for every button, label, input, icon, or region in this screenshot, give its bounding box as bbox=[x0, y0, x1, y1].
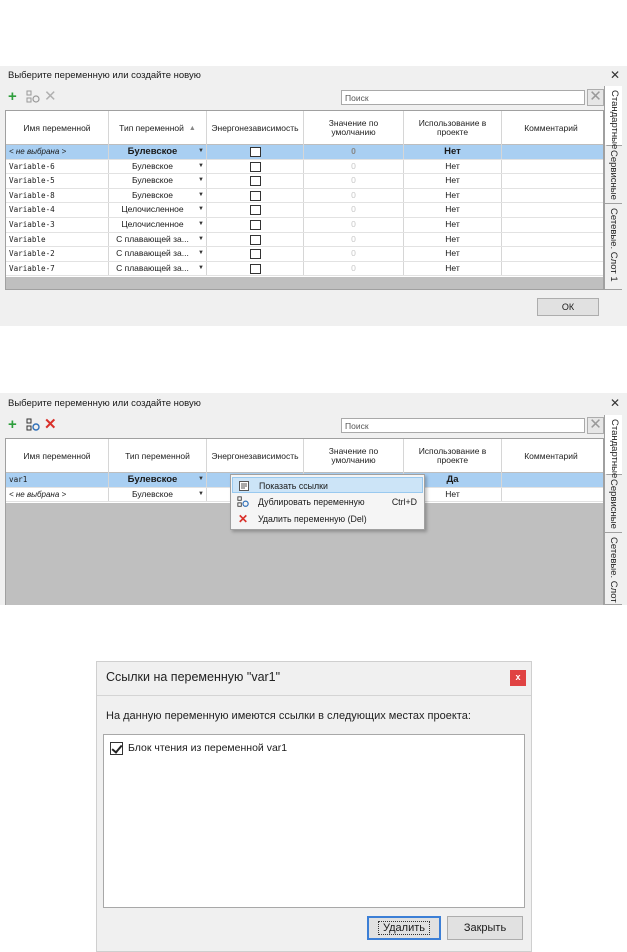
tab-network-slot-1[interactable]: Сетевые. Слот 1 bbox=[605, 204, 622, 290]
chevron-down-icon[interactable]: ▼ bbox=[198, 206, 204, 213]
energy-checkbox[interactable] bbox=[250, 264, 261, 274]
close-icon[interactable]: ✕ bbox=[610, 68, 621, 82]
close-icon[interactable]: x bbox=[510, 670, 526, 686]
variable-type-value: Булевское bbox=[127, 474, 178, 485]
chevron-down-icon[interactable]: ▼ bbox=[198, 191, 204, 198]
table-row[interactable] bbox=[6, 262, 603, 277]
variable-type-value: Булевское bbox=[131, 160, 174, 171]
cell-default-value[interactable]: 0 bbox=[304, 262, 404, 276]
menu-item-show-references[interactable] bbox=[232, 477, 423, 493]
cell-comment[interactable] bbox=[502, 473, 600, 487]
energy-checkbox[interactable] bbox=[250, 235, 261, 245]
variables-table bbox=[5, 110, 604, 290]
cell-variable-name[interactable]: Variable-5 bbox=[6, 174, 109, 188]
tab-standard-2[interactable]: Стандартные bbox=[605, 415, 622, 475]
column-header-name-2[interactable]: Имя переменной bbox=[6, 439, 109, 473]
variable-picker-dialog bbox=[0, 66, 627, 326]
cell-usage: Нет bbox=[404, 174, 502, 188]
variable-category-tabs bbox=[604, 86, 622, 290]
table-row[interactable] bbox=[6, 174, 603, 189]
cell-variable-type[interactable] bbox=[109, 233, 207, 247]
table-row[interactable] bbox=[6, 160, 603, 175]
delete-icon[interactable]: ✕ bbox=[44, 88, 57, 105]
column-header-energy[interactable]: Энергонезависимость bbox=[207, 111, 304, 145]
cell-variable-type[interactable] bbox=[109, 203, 207, 217]
variable-type-value: Булевское bbox=[127, 146, 178, 157]
duplicate-variable-icon-2[interactable] bbox=[26, 418, 40, 435]
delete-icon: ✕ bbox=[237, 512, 249, 526]
cell-variable-name[interactable]: < не выбрана > bbox=[6, 488, 109, 502]
cell-variable-type[interactable] bbox=[109, 247, 207, 261]
cell-comment[interactable] bbox=[502, 218, 600, 232]
dialog-title-2: Выберите переменную или создайте новую bbox=[8, 398, 201, 409]
cell-energy bbox=[207, 218, 304, 232]
variable-type-value: Целочисленное bbox=[121, 219, 184, 229]
chevron-down-icon[interactable]: ▼ bbox=[198, 264, 204, 271]
table-row[interactable] bbox=[6, 218, 603, 233]
chevron-down-icon[interactable]: ▼ bbox=[198, 177, 204, 184]
energy-checkbox[interactable] bbox=[250, 205, 261, 215]
cell-energy bbox=[207, 189, 304, 203]
cell-default-value[interactable]: 0 bbox=[304, 160, 404, 174]
cell-default-value[interactable]: 0 bbox=[304, 189, 404, 203]
column-header-usage[interactable]: Использование в проекте bbox=[404, 111, 502, 145]
menu-item-label: Удалить переменную (Del) bbox=[258, 514, 367, 524]
column-header-energy-2[interactable]: Энергонезависимость bbox=[207, 439, 304, 473]
checkbox[interactable] bbox=[110, 742, 123, 755]
cell-comment[interactable] bbox=[502, 203, 600, 217]
cell-variable-type[interactable] bbox=[109, 488, 207, 502]
cell-variable-name[interactable]: Variable-7 bbox=[6, 262, 109, 276]
tab-service[interactable]: Сервисные bbox=[605, 146, 622, 204]
dialog-title: Ссылки на переменную "var1" bbox=[106, 670, 281, 684]
cell-energy bbox=[207, 145, 304, 159]
cell-comment[interactable] bbox=[502, 160, 600, 174]
cell-comment[interactable] bbox=[502, 247, 600, 261]
cell-variable-type[interactable] bbox=[109, 145, 207, 159]
search-input-2[interactable]: Поиск bbox=[341, 418, 585, 433]
variable-type-value: С плавающей за... bbox=[116, 248, 189, 259]
energy-checkbox[interactable] bbox=[250, 176, 261, 186]
energy-checkbox[interactable] bbox=[250, 249, 261, 259]
chevron-down-icon[interactable]: ▼ bbox=[198, 162, 204, 169]
chevron-down-icon[interactable]: ▼ bbox=[198, 250, 204, 257]
search-input[interactable]: Поиск bbox=[341, 90, 585, 105]
list-item-label: Блок чтения из переменной var1 bbox=[128, 742, 288, 754]
cell-variable-type[interactable] bbox=[109, 473, 207, 487]
context-menu bbox=[230, 474, 425, 530]
cell-variable-type[interactable] bbox=[109, 174, 207, 188]
variable-category-tabs-2 bbox=[604, 415, 622, 605]
clear-search-icon[interactable]: ✕ bbox=[587, 89, 604, 106]
references-list bbox=[103, 734, 525, 908]
cell-usage: Нет bbox=[404, 247, 502, 261]
list-item[interactable] bbox=[110, 741, 287, 755]
plus-icon-2[interactable]: + bbox=[8, 416, 17, 433]
variable-type-value: Целочисленное bbox=[121, 204, 184, 215]
cell-comment[interactable] bbox=[502, 145, 600, 159]
table-row[interactable] bbox=[6, 189, 603, 204]
variable-type-value: Булевское bbox=[131, 488, 174, 499]
cell-variable-name[interactable]: Variable-2 bbox=[6, 247, 109, 261]
tab-service-2[interactable]: Сервисные bbox=[605, 475, 622, 533]
references-dialog bbox=[96, 661, 532, 952]
cell-default-value[interactable]: 0 bbox=[304, 174, 404, 188]
menu-item-label: Дублировать переменную bbox=[258, 497, 365, 507]
cell-comment[interactable] bbox=[502, 233, 600, 247]
column-header-type-label: Тип переменной bbox=[119, 122, 184, 133]
tab-network-slot-2[interactable]: Сетевые. Слот bbox=[605, 533, 622, 605]
cell-energy bbox=[207, 160, 304, 174]
cell-default-value[interactable]: 0 bbox=[304, 247, 404, 261]
table-row[interactable] bbox=[6, 233, 603, 248]
cell-energy bbox=[207, 262, 304, 276]
cell-usage: Нет bbox=[404, 203, 502, 217]
menu-item-delete[interactable] bbox=[232, 511, 423, 527]
column-header-default[interactable]: Значение по умолчанию bbox=[304, 111, 404, 145]
delete-icon-2[interactable]: ✕ bbox=[44, 416, 57, 433]
cell-energy bbox=[207, 174, 304, 188]
column-header-type-2[interactable]: Тип переменной bbox=[109, 439, 207, 473]
ok-button[interactable]: ОК bbox=[537, 298, 599, 316]
cell-variable-name[interactable]: Variable-6 bbox=[6, 160, 109, 174]
menu-item-label: Показать ссылки bbox=[259, 481, 328, 491]
energy-checkbox[interactable] bbox=[250, 147, 261, 157]
cell-usage: Нет bbox=[404, 233, 502, 247]
cell-variable-type[interactable] bbox=[109, 160, 207, 174]
cell-usage: Нет bbox=[404, 189, 502, 203]
table-row[interactable] bbox=[6, 145, 603, 160]
cell-variable-name[interactable]: var1 bbox=[6, 473, 109, 487]
column-header-comment-2[interactable]: Комментарий bbox=[524, 450, 578, 461]
table-header-2 bbox=[6, 439, 603, 473]
grid-empty-area bbox=[6, 277, 603, 290]
cell-usage: Нет bbox=[404, 160, 502, 174]
cell-variable-type[interactable] bbox=[109, 189, 207, 203]
cell-usage: Нет bbox=[404, 145, 502, 159]
variable-type-value: С плавающей за... bbox=[116, 262, 189, 273]
cell-default-value[interactable]: 0 bbox=[304, 145, 404, 159]
chevron-down-icon[interactable]: ▼ bbox=[198, 490, 204, 497]
cell-comment[interactable] bbox=[502, 189, 600, 203]
divider bbox=[97, 695, 531, 696]
cell-usage: Нет bbox=[404, 218, 502, 232]
variable-picker-dialog-2 bbox=[0, 393, 627, 605]
chevron-down-icon[interactable]: ▼ bbox=[198, 476, 204, 482]
cell-energy bbox=[207, 247, 304, 261]
cell-variable-name[interactable]: Variable-3 bbox=[6, 218, 109, 232]
cell-comment[interactable] bbox=[502, 174, 600, 188]
column-header-default-2[interactable]: Значение по умолчанию bbox=[304, 439, 404, 473]
cell-comment[interactable] bbox=[502, 488, 600, 502]
column-header-type[interactable] bbox=[109, 111, 207, 145]
menu-item-shortcut: Ctrl+D bbox=[391, 497, 417, 507]
menu-item-duplicate[interactable] bbox=[232, 494, 423, 510]
cell-default-value[interactable]: 0 bbox=[304, 218, 404, 232]
column-header-usage-2[interactable]: Использование в проекте bbox=[404, 439, 502, 473]
cell-variable-type[interactable] bbox=[109, 262, 207, 276]
close-icon-2[interactable]: ✕ bbox=[610, 396, 621, 410]
duplicate-variable-icon[interactable] bbox=[26, 90, 40, 107]
energy-checkbox[interactable] bbox=[250, 191, 261, 201]
table-row[interactable] bbox=[6, 203, 603, 218]
clear-search-icon-2[interactable]: ✕ bbox=[587, 417, 604, 434]
delete-button-label: Удалить bbox=[378, 921, 430, 935]
close-button[interactable]: Закрыть bbox=[447, 916, 523, 940]
cell-variable-name[interactable]: Variable bbox=[6, 233, 109, 247]
variable-type-value: Булевское bbox=[131, 189, 174, 200]
cell-variable-name[interactable]: < не выбрана > bbox=[6, 145, 109, 159]
dialog-title: Выберите переменную или создайте новую bbox=[8, 70, 201, 81]
table-row[interactable] bbox=[6, 247, 603, 262]
cell-variable-name[interactable]: Variable-4 bbox=[6, 203, 109, 217]
dialog-message: На данную переменную имеются ссылки в следующих местах проекта: bbox=[106, 710, 471, 722]
tab-standard[interactable]: Стандартные bbox=[605, 86, 622, 146]
cell-variable-name[interactable]: Variable-8 bbox=[6, 189, 109, 203]
column-header-name[interactable]: Имя переменной bbox=[6, 111, 109, 145]
cell-energy bbox=[207, 233, 304, 247]
cell-energy bbox=[207, 203, 304, 217]
cell-variable-type[interactable] bbox=[109, 218, 207, 232]
chevron-down-icon[interactable]: ▼ bbox=[198, 148, 204, 154]
cell-usage: Да bbox=[404, 473, 502, 487]
sort-ascending-icon: ▲ bbox=[188, 124, 196, 132]
column-header-comment[interactable]: Комментарий bbox=[524, 122, 578, 133]
chevron-down-icon[interactable]: ▼ bbox=[198, 235, 204, 242]
energy-checkbox[interactable] bbox=[250, 162, 261, 172]
table-header bbox=[6, 111, 603, 145]
energy-checkbox[interactable] bbox=[250, 220, 261, 230]
variable-type-value: С плавающей за... bbox=[116, 233, 189, 244]
plus-icon[interactable]: + bbox=[8, 88, 17, 105]
chevron-down-icon[interactable]: ▼ bbox=[198, 221, 204, 227]
cell-comment[interactable] bbox=[502, 262, 600, 276]
cell-usage: Нет bbox=[404, 488, 502, 502]
cell-usage: Нет bbox=[404, 262, 502, 276]
cell-default-value[interactable]: 0 bbox=[304, 203, 404, 217]
delete-button[interactable] bbox=[367, 916, 441, 940]
variable-type-value: Булевское bbox=[131, 175, 174, 186]
cell-default-value[interactable]: 0 bbox=[304, 233, 404, 247]
